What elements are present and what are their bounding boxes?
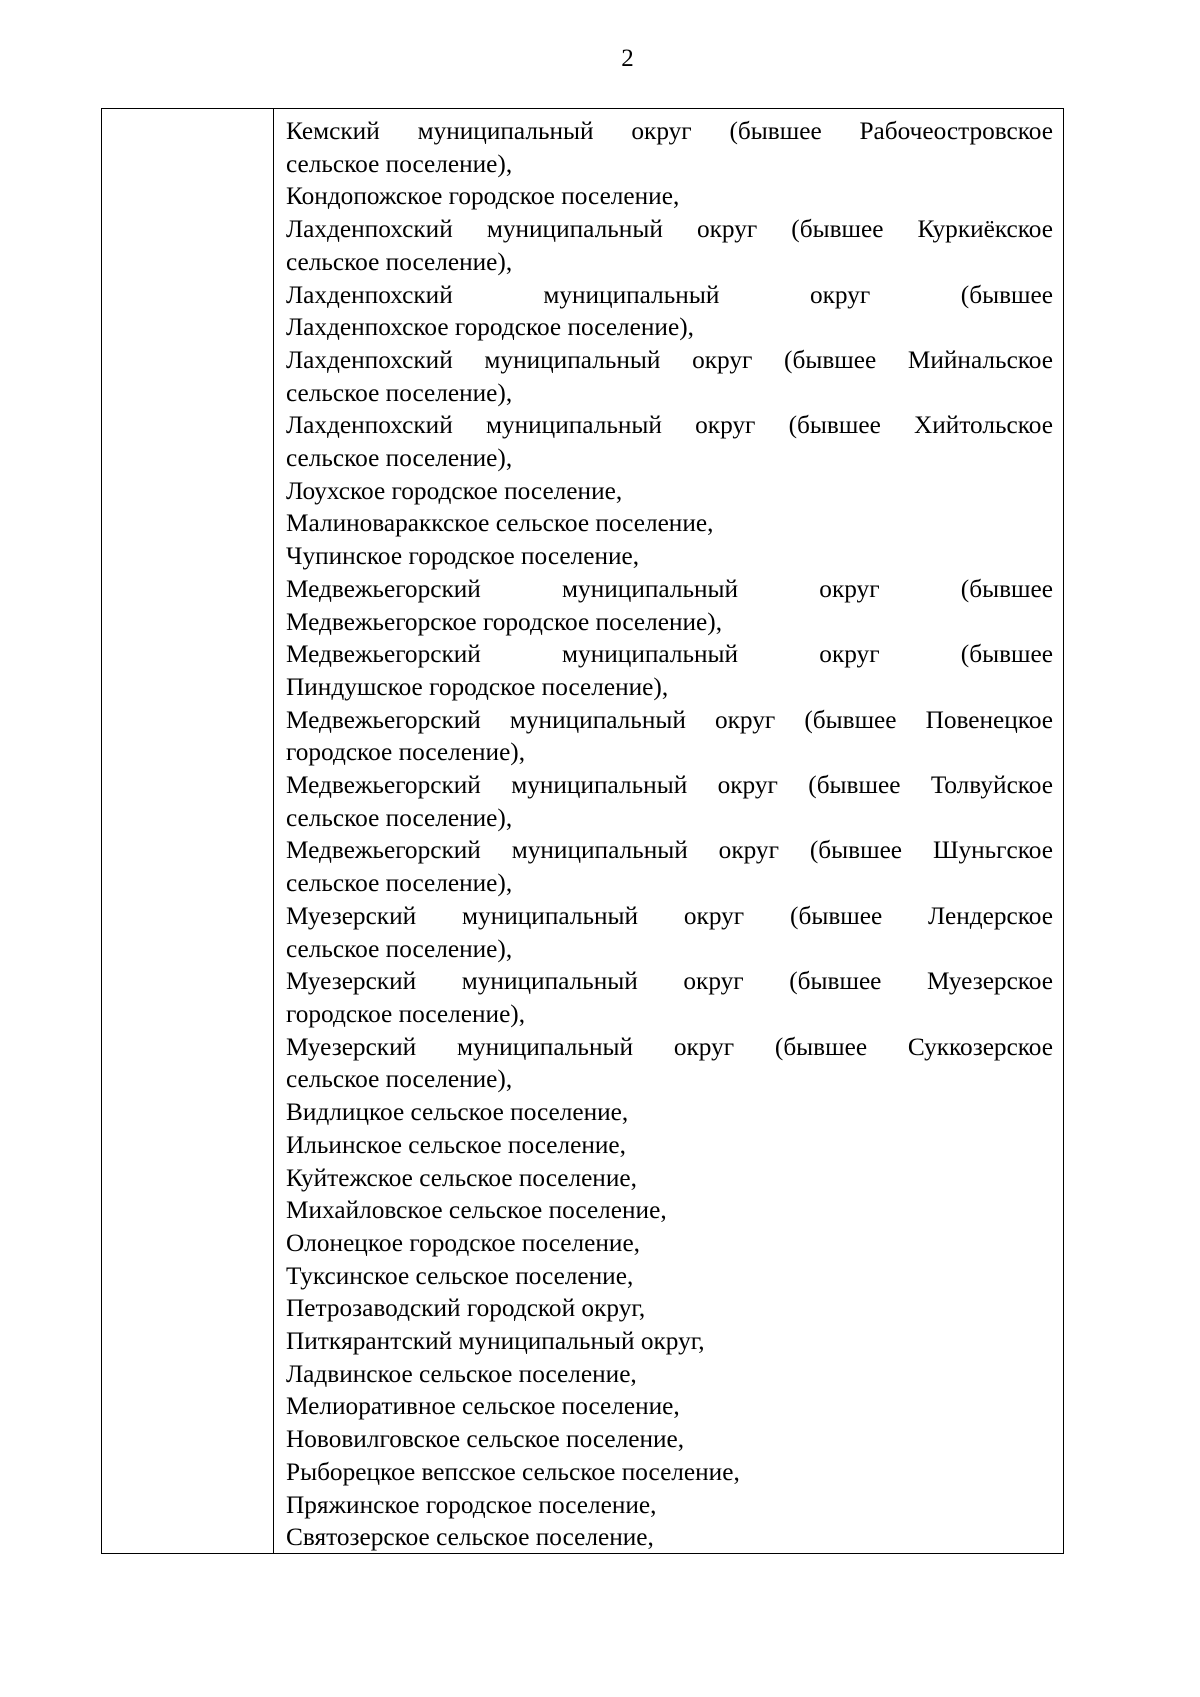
page-number: 2 <box>621 45 634 72</box>
list-item <box>286 1292 1053 1325</box>
list-item-line <box>286 409 1053 442</box>
list-item <box>286 573 1053 638</box>
list-item <box>286 279 1053 344</box>
list-item-word: муниципальный <box>462 901 639 930</box>
list-item <box>286 1227 1053 1260</box>
list-item-word: Суккозерское <box>907 1032 1053 1061</box>
list-item-word: Рабочеостровское <box>859 117 1053 145</box>
list-item <box>286 409 1053 474</box>
list-item-word: Куркиёкское <box>917 215 1053 244</box>
list-item <box>286 475 1053 508</box>
list-item-word: (бывшее <box>789 967 882 996</box>
list-item <box>286 1358 1053 1391</box>
list-item <box>286 1031 1053 1096</box>
list-item-line: Петрозаводский городской округ, <box>286 1294 646 1323</box>
list-item <box>286 638 1053 703</box>
list-item-line <box>286 769 1053 802</box>
list-item-line <box>286 900 1053 933</box>
list-item-word: (бывшее <box>790 901 883 930</box>
list-item <box>286 507 1053 540</box>
list-item-word: округ <box>696 215 758 244</box>
table-right-column <box>274 109 1063 1553</box>
list-item <box>286 834 1053 899</box>
list-item <box>286 704 1053 769</box>
list-item-word: (бывшее <box>804 705 897 734</box>
list-item-line: сельское поселение), <box>286 869 513 898</box>
list-item-line: сельское поселение), <box>286 1065 513 1094</box>
list-item <box>286 1456 1053 1489</box>
list-item-word: Лахденпохский <box>286 345 453 374</box>
list-item-word: (бывшее <box>960 640 1053 669</box>
list-item-line <box>286 213 1053 246</box>
list-item-line: Лоухское городское поселение, <box>286 476 623 505</box>
list-item-line: Пиндушское городское поселение), <box>286 672 669 701</box>
list-item-line: сельское поселение), <box>286 803 513 832</box>
list-item-word: муниципальный <box>456 1032 634 1061</box>
list-item-word: Шуньгское <box>932 836 1053 865</box>
list-item-line: Святозерское сельское поселение, <box>286 1523 654 1552</box>
list-item-word: муниципальный <box>484 345 661 374</box>
list-item-word: округ <box>714 705 776 734</box>
list-item <box>286 1325 1053 1358</box>
list-item-word: округ <box>683 901 745 930</box>
list-item-word: Лахденпохский <box>286 411 453 440</box>
list-item-line: сельское поселение), <box>286 378 513 407</box>
list-item-word: муниципальный <box>511 771 688 800</box>
list-item-word: муниципальный <box>461 967 638 996</box>
list-item-word: муниципальный <box>486 215 663 244</box>
list-item-line <box>286 965 1053 998</box>
list-item-line <box>286 834 1053 867</box>
list-item-word: (бывшее <box>960 574 1053 603</box>
list-item-word: (бывшее <box>784 345 877 374</box>
list-item <box>286 180 1053 213</box>
list-item-word: округ <box>683 967 744 996</box>
list-item-line: Рыборецкое вепсское сельское поселение, <box>286 1457 740 1486</box>
list-item-word: (бывшее <box>791 215 884 244</box>
list-item-word: Мийнальское <box>907 345 1053 374</box>
list-item-line: Нововилговское сельское поселение, <box>286 1425 685 1454</box>
list-item-line <box>286 344 1053 377</box>
list-item-line: сельское поселение), <box>286 149 513 178</box>
list-item-line: Малиновараккское сельское поселение, <box>286 509 714 538</box>
list-item <box>286 1162 1053 1195</box>
list-item-line <box>286 573 1053 606</box>
list-item-word: муниципальный <box>562 574 739 603</box>
list-item-line: Кондопожское городское поселение, <box>286 182 680 211</box>
list-item-line: Туксинское сельское поселение, <box>286 1261 634 1290</box>
list-item-word: Муезерский <box>286 967 417 996</box>
list-item-line <box>286 638 1053 671</box>
list-item <box>286 344 1053 409</box>
list-item <box>286 1096 1053 1129</box>
list-item-line: Михайловское сельское поселение, <box>286 1196 667 1225</box>
list-item-word: округ <box>819 574 880 603</box>
list-item-line: Ильинское сельское поселение, <box>286 1130 626 1159</box>
list-item-line <box>286 279 1053 312</box>
list-item-word: муниципальный <box>417 117 594 145</box>
list-item <box>286 965 1053 1030</box>
list-item-word: Медвежьегорский <box>286 640 481 669</box>
list-item <box>286 1489 1053 1522</box>
list-item <box>286 1129 1053 1162</box>
list-item-word: (бывшее <box>809 836 903 865</box>
list-item-line: сельское поселение), <box>286 247 513 276</box>
list-item-word: округ <box>695 411 756 440</box>
list-item <box>286 115 1053 180</box>
list-item-word: Хийтольское <box>913 411 1053 440</box>
list-item-word: Муезерский <box>286 901 417 930</box>
list-item-word: округ <box>692 345 753 374</box>
list-item-line: Куйтежское сельское поселение, <box>286 1163 637 1192</box>
list-item-word: Медвежьегорский <box>286 705 481 734</box>
list-item <box>286 213 1053 278</box>
list-item-word: округ <box>631 117 692 145</box>
list-item-word: (бывшее <box>808 771 901 800</box>
list-item-line: Пряжинское городское поселение, <box>286 1490 657 1519</box>
list-item <box>286 1194 1053 1227</box>
list-item <box>286 1260 1053 1293</box>
list-item-line: Видлицкое сельское поселение, <box>286 1098 629 1127</box>
list-item-word: Лахденпохский <box>286 280 453 309</box>
list-item-line: Ладвинское сельское поселение, <box>286 1359 637 1388</box>
list-item-word: Лендерское <box>928 901 1053 930</box>
list-item-word: Кемский <box>286 117 380 145</box>
list-item-word: (бывшее <box>774 1032 868 1061</box>
list-item <box>286 1390 1053 1423</box>
list-item-word: Медвежьегорский <box>286 836 481 865</box>
list-item-word: Муезерский <box>286 1032 417 1061</box>
list-item-line: сельское поселение), <box>286 444 513 473</box>
list-item-word: (бывшее <box>729 117 822 145</box>
list-item-word: (бывшее <box>788 411 881 440</box>
list-item-line <box>286 115 1053 148</box>
document-table <box>101 108 1064 1554</box>
list-item-word: округ <box>673 1032 735 1061</box>
list-item <box>286 1521 1053 1554</box>
list-item <box>286 540 1053 573</box>
list-item-line: Медвежьегорское городское поселение), <box>286 607 723 636</box>
list-item-word: муниципальный <box>511 836 688 865</box>
list-item-word: округ <box>717 771 778 800</box>
list-item-word: Повенецкое <box>925 705 1053 734</box>
list-item-word: Медвежьегорский <box>286 574 481 603</box>
list-item-word: Медвежьегорский <box>286 771 481 800</box>
list-item <box>286 769 1053 834</box>
list-item-line <box>286 1031 1053 1064</box>
list-item <box>286 1423 1053 1456</box>
list-item-line: Олонецкое городское поселение, <box>286 1228 640 1257</box>
list-item-word: Лахденпохский <box>286 215 453 244</box>
list-item-word: округ <box>809 280 871 309</box>
list-item-line: городское поселение), <box>286 999 526 1028</box>
list-item-word: муниципальный <box>509 705 686 734</box>
list-item-line: сельское поселение), <box>286 934 513 963</box>
list-item-line: Питкярантский муниципальный округ, <box>286 1327 705 1356</box>
list-item-word: Муезерское <box>926 967 1053 996</box>
list-item-word: округ <box>819 640 880 669</box>
list-item-line: Лахденпохское городское поселение), <box>286 313 694 342</box>
list-item-word: Толвуйское <box>930 771 1053 800</box>
list-item-line <box>286 704 1053 737</box>
list-item-line: Чупинское городское поселение, <box>286 542 640 571</box>
list-item-word: муниципальный <box>562 640 739 669</box>
table-left-column <box>102 109 274 1553</box>
list-item-word: муниципальный <box>543 280 720 309</box>
list-item-word: округ <box>718 836 779 865</box>
list-item-line: Мелиоративное сельское поселение, <box>286 1392 680 1421</box>
list-item <box>286 900 1053 965</box>
list-item-word: муниципальный <box>485 411 662 440</box>
list-item-line: городское поселение), <box>286 738 526 767</box>
list-item-word: (бывшее <box>960 280 1053 309</box>
